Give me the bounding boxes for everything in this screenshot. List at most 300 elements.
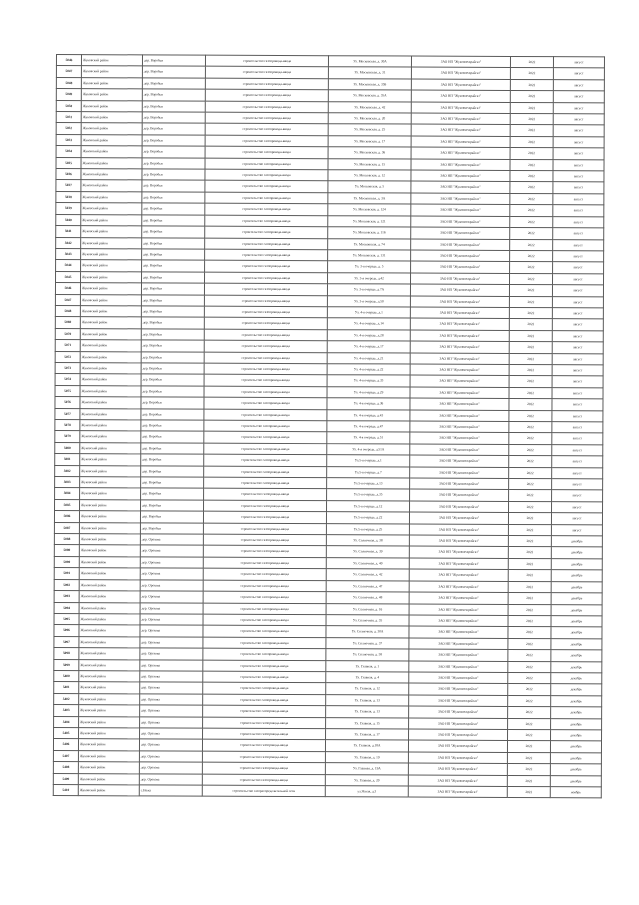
row-number: 5405 (54, 727, 79, 739)
organization-cell: ЗАО НП "Жуковмежрайгаз" (410, 307, 509, 319)
month-cell: август (552, 467, 603, 479)
month-cell: август (552, 456, 603, 468)
year-cell: 2022 (509, 410, 552, 422)
village-cell: дер. Орехова (139, 773, 202, 785)
row-number: 5081 (55, 454, 80, 466)
year-cell: 2022 (509, 387, 552, 399)
district-cell: Жуковский район (79, 591, 140, 603)
month-cell: август (552, 273, 603, 285)
district-cell: Жуковский район (79, 716, 140, 728)
organization-cell: ЗАО НП "Жуковмежрайгаз" (411, 204, 510, 216)
month-cell: август (553, 125, 604, 137)
organization-cell: ЗАО НП "Жуковмежрайгаз" (409, 569, 508, 581)
year-cell: 2022 (508, 615, 551, 627)
organization-cell: ЗАО НП "Жуковмежрайгаз" (409, 535, 508, 547)
organization-cell: ЗАО НП "Жуковмежрайгаз" (410, 318, 509, 330)
row-number: 5037 (56, 180, 81, 192)
organization-cell: ЗАО НП "Жуковмежрайгаз" (409, 615, 508, 627)
address-cell: Ул.5-я очередь, д.1 (327, 455, 410, 467)
district-cell: Жуковский район (81, 203, 142, 215)
district-cell: Жуковский район (81, 169, 142, 181)
year-cell: 2022 (508, 718, 551, 730)
district-cell: Жуковский район (81, 191, 142, 203)
organization-cell: ЗАО НП "Жуковмежрайгаз" (411, 239, 510, 251)
table-row (53, 784, 601, 798)
address-cell: Ул. Солнечная, д. 39 (326, 546, 409, 558)
work-type-cell: строительство газопровода-ввода (205, 169, 328, 181)
district-cell: Жуковский район (81, 237, 142, 249)
year-cell: 2022 (508, 684, 551, 696)
row-number: 5035 (56, 157, 81, 169)
address-cell: Ул. 4-я очередь, д.51А (327, 443, 410, 455)
year-cell: 2022 (509, 467, 552, 479)
address-cell: Ул. 4-я очередь, д.36 (327, 398, 410, 410)
address-cell: Ул. Солнечная, д. 42 (326, 569, 409, 581)
row-number: 5036 (56, 169, 81, 181)
work-type-cell: строительство газопровода-ввода (204, 306, 327, 318)
organization-cell: ЗАО НП "Жуковмежрайгаз" (409, 649, 508, 661)
work-type-cell: строительство газопровода-ввода (205, 238, 328, 250)
work-type-cell: строительство газопровода-ввода (204, 454, 327, 466)
month-cell: август (553, 159, 604, 171)
address-cell: Ул. Солнечная, д. 35 (326, 615, 409, 627)
month-cell: август (552, 319, 603, 331)
month-cell: декабрь (551, 547, 602, 559)
district-cell: Жуковский район (81, 66, 142, 78)
month-cell: август (552, 387, 603, 399)
organization-cell: ЗАО НП "Жуковмежрайгаз" (410, 296, 509, 308)
row-number: 5095 (54, 613, 79, 625)
district-cell: Жуковский район (79, 636, 140, 648)
register-table-body (53, 55, 604, 799)
work-type-cell: строительство газопровода-ввода (202, 774, 325, 786)
year-cell: 2022 (508, 638, 551, 650)
address-cell: Ул. Московская, д. 121 (328, 215, 411, 227)
address-cell: Ул. 3-я очередь, д.7А (327, 284, 410, 296)
organization-cell: ЗАО НП "Жуковмежрайгаз" (411, 193, 510, 205)
organization-cell: ЗАО НП "Жуковмежрайгаз" (411, 56, 510, 68)
month-cell: декабрь (551, 593, 602, 605)
year-cell: 2022 (509, 490, 552, 502)
row-number: 5093 (54, 591, 79, 603)
district-cell: Жуковский район (80, 283, 141, 295)
year-cell: 2022 (510, 262, 553, 274)
district-cell: Жуковский район (79, 522, 140, 534)
district-cell: Жуковский район (79, 511, 140, 523)
row-number: 5094 (54, 602, 79, 614)
address-cell: Ул. Солнечная, д. 47 (326, 580, 409, 592)
village-cell: дер. Воробьи (141, 500, 204, 512)
district-cell: Жуковский район (80, 397, 141, 409)
year-cell: 2022 (510, 102, 553, 114)
work-type-cell: строительство газопровода-ввода (203, 705, 326, 717)
year-cell: 2022 (508, 650, 551, 662)
month-cell: август (553, 57, 604, 69)
row-number: 5091 (54, 568, 79, 580)
month-cell: декабрь (551, 695, 602, 707)
district-cell: Жуковский район (79, 728, 140, 740)
organization-cell: ЗАО НП "Жуковмежрайгаз" (411, 261, 510, 273)
village-cell: дер. Воробьи (141, 477, 204, 489)
row-number: 5077 (55, 408, 80, 420)
work-type-cell: строительство газопровода-ввода (205, 215, 328, 227)
organization-cell: ЗАО НП "Жуковмежрайгаз" (411, 216, 510, 228)
work-type-cell: строительство газопровода-ввода (204, 443, 327, 455)
year-cell: 2022 (507, 775, 550, 787)
year-cell: 2022 (509, 319, 552, 331)
year-cell: 2022 (508, 547, 551, 559)
district-cell: Жуковский район (80, 317, 141, 329)
work-type-cell: строительство газопровода-ввода (203, 546, 326, 558)
organization-cell: ЗАО НП "Жуковмежрайгаз" (410, 501, 509, 513)
address-cell: Ул. Московская, д. 3А (328, 193, 411, 205)
village-cell: дер. Воробьи (142, 203, 205, 215)
organization-cell: ЗАО НП "Жуковмежрайгаз" (408, 775, 507, 787)
district-cell: Жуковский район (80, 420, 141, 432)
organization-cell: ЗАО НП "Жуковмежрайгаз" (410, 375, 509, 387)
row-number: 5050 (56, 100, 81, 112)
district-cell: Жуковский район (80, 374, 141, 386)
village-cell: дер. Орехова (139, 762, 202, 774)
month-cell: август (553, 102, 604, 114)
month-cell: август (552, 410, 603, 422)
year-cell: 2022 (509, 479, 552, 491)
year-cell: 2022 (509, 421, 552, 433)
district-cell: Жуковский район (81, 180, 142, 192)
row-number: 5087 (54, 522, 79, 534)
row-number: 5099 (54, 659, 79, 671)
district-cell: Жуковский район (80, 351, 141, 363)
work-type-cell: строительство газопровода-ввода (204, 432, 327, 444)
address-cell: Ул. 4-я очередь, д.1 (327, 307, 410, 319)
district-cell: Жуковский район (78, 750, 139, 762)
row-number: 5031 (56, 112, 81, 124)
work-type-cell: строительство газопровода-ввода (203, 728, 326, 740)
village-cell: дер. Воробьи (141, 294, 204, 306)
row-number: 5409 (53, 773, 78, 785)
row-number: 5043 (56, 248, 81, 260)
village-cell: дер. Воробьи (140, 511, 203, 523)
address-cell: Ул. Московская, д. 131 (328, 250, 411, 262)
address-cell: Ул. Московская, д. 116 (328, 227, 411, 239)
district-cell: Жуковский район (81, 260, 142, 272)
village-cell: дер. Воробьи (141, 465, 204, 477)
district-cell: Жуковский район (79, 659, 140, 671)
work-type-cell: строительство газопровода-ввода (205, 67, 328, 79)
district-cell: Жуковский район (79, 614, 140, 626)
district-cell: Жуковский район (79, 568, 140, 580)
district-cell: Жуковский район (80, 465, 141, 477)
village-cell: дер. Орехова (140, 625, 203, 637)
row-number: 5097 (54, 636, 79, 648)
organization-cell: ЗАО НП "Жуковмежрайгаз" (409, 706, 508, 718)
work-type-cell: строительство газопровода-ввода (203, 682, 326, 694)
address-cell: Ул. Солнечная, д. 40 (326, 558, 409, 570)
village-cell: дер. Орехова (140, 637, 203, 649)
month-cell: декабрь (551, 627, 602, 639)
address-cell: Ул. 4-я очередь, д.51 (327, 432, 410, 444)
address-cell: Ул. Московская, д. 12 (328, 170, 411, 182)
address-cell: Ул. Главная, д. 17 (326, 729, 409, 741)
address-cell: Ул. Главная, д. 19А (325, 763, 408, 775)
district-cell: Жуковский район (80, 454, 141, 466)
month-cell: декабрь (551, 638, 602, 650)
row-number: 5400 (54, 670, 79, 682)
organization-cell: ЗАО НП "Жуковмежрайгаз" (411, 147, 510, 159)
work-type-cell: строительство газораспределительной сети (202, 785, 325, 797)
year-cell: 2022 (509, 456, 552, 468)
work-type-cell: строительство газопровода-ввода (202, 762, 325, 774)
work-type-cell: строительство газопровода-ввода (205, 55, 328, 67)
village-cell: дер. Воробьи (142, 180, 205, 192)
organization-cell: ЗАО НП "Жуковмежрайгаз" (410, 444, 509, 456)
district-cell: Жуковский район (80, 477, 141, 489)
district-cell: Жуковский район (79, 648, 140, 660)
work-type-cell: строительство газопровода-ввода (204, 409, 327, 421)
year-cell: 2022 (510, 148, 553, 160)
row-number: 5080 (55, 442, 80, 454)
work-type-cell: строительство газопровода-ввода (203, 660, 326, 672)
year-cell: 2022 (507, 764, 550, 776)
month-cell: август (553, 239, 604, 251)
month-cell: август (553, 79, 604, 91)
work-type-cell: строительство газопровода-ввода (204, 466, 327, 478)
organization-cell: ЗАО НП "Жуковмежрайгаз" (409, 695, 508, 707)
village-cell: дер. Орехова (139, 751, 202, 763)
row-number: 5070 (55, 328, 80, 340)
village-cell: с.Нежа (139, 785, 202, 797)
month-cell: август (551, 524, 602, 536)
district-cell: Жуковский район (81, 214, 142, 226)
row-number: 5034 (56, 146, 81, 158)
village-cell: дер. Воробьи (142, 66, 205, 78)
organization-cell: ЗАО НП "Жуковмежрайгаз" (410, 478, 509, 490)
organization-cell: ЗАО НП "Жуковмежрайгаз" (410, 421, 509, 433)
month-cell: август (552, 376, 603, 388)
work-type-cell: строительство газопровода-ввода (205, 260, 328, 272)
district-cell: Жуковский район (79, 556, 140, 568)
district-cell: Жуковский район (81, 112, 142, 124)
district-cell: Жуковский район (81, 77, 142, 89)
work-type-cell: строительство газопровода-ввода (205, 226, 328, 238)
village-cell: дер. Воробьи (142, 89, 205, 101)
month-cell: декабрь (550, 764, 601, 776)
organization-cell: ЗАО НП "Жуковмежрайгаз" (411, 113, 510, 125)
district-cell: Жуковский район (81, 226, 142, 238)
district-cell: Жуковский район (80, 363, 141, 375)
village-cell: дер. Орехова (140, 728, 203, 740)
work-type-cell: строительство газопровода-ввода (204, 363, 327, 375)
month-cell: август (553, 194, 604, 206)
village-cell: дер. Воробьи (142, 169, 205, 181)
work-type-cell: строительство газопровода-ввода (204, 477, 327, 489)
row-number: 5033 (56, 134, 81, 146)
year-cell: 2022 (508, 581, 551, 593)
work-type-cell: строительство газопровода-ввода (205, 124, 328, 136)
work-type-cell: строительство газопровода-ввода (203, 625, 326, 637)
village-cell: дер. Воробьи (142, 123, 205, 135)
village-cell: дер. Орехова (140, 580, 203, 592)
organization-cell: ЗАО НП "Жуковмежрайгаз" (409, 604, 508, 616)
year-cell: 2022 (508, 695, 551, 707)
row-number: 5073 (55, 362, 80, 374)
year-cell: 2022 (510, 205, 553, 217)
district-cell: Жуковский район (80, 431, 141, 443)
gasification-register-table (53, 54, 605, 799)
work-type-cell: строительство газопровода-ввода (203, 591, 326, 603)
village-cell: дер. Воробьи (142, 135, 205, 147)
village-cell: дер. Воробьи (141, 431, 204, 443)
district-cell: Жуковский район (81, 134, 142, 146)
year-cell: 2022 (510, 171, 553, 183)
work-type-cell: строительство газопровода-ввода (204, 340, 327, 352)
village-cell: дер. Орехова (140, 534, 203, 546)
month-cell: август (553, 91, 604, 103)
year-cell: 2022 (507, 786, 550, 798)
address-cell: Ул. Московская, д. 36 (328, 147, 411, 159)
address-cell: Ул. Солнечная, д. 30А (326, 626, 409, 638)
row-number: 5071 (55, 340, 80, 352)
work-type-cell: строительство газопровода-ввода (203, 694, 326, 706)
work-type-cell: строительство газопровода-ввода (203, 648, 326, 660)
row-number: 5098 (54, 648, 79, 660)
row-number: 5078 (55, 419, 80, 431)
village-cell: дер. Орехова (140, 716, 203, 728)
row-number: 5045 (56, 271, 81, 283)
address-cell: Ул. Солнечная, д. 48 (326, 592, 409, 604)
address-cell: Ул.5-я очередь, д.7 (327, 466, 410, 478)
organization-cell: ЗАО НП "Жуковмежрайгаз" (410, 387, 509, 399)
work-type-cell: строительство газопровода-ввода (205, 203, 328, 215)
year-cell: 2022 (509, 376, 552, 388)
work-type-cell: строительство газопровода-ввода (204, 489, 327, 501)
village-cell: дер. Орехова (140, 568, 203, 580)
organization-cell: ЗАО НП "Жуковмежрайгаз" (409, 729, 508, 741)
district-cell: Жуковский район (81, 146, 142, 158)
year-cell: 2022 (509, 353, 552, 365)
month-cell: август (552, 433, 603, 445)
district-cell: Жуковский район (78, 762, 139, 774)
district-cell: Жуковский район (79, 625, 140, 637)
village-cell: дер. Орехова (140, 682, 203, 694)
month-cell: декабрь (550, 741, 601, 753)
organization-cell: ЗАО НП "Жуковмежрайгаз" (408, 763, 507, 775)
month-cell: декабрь (551, 673, 602, 685)
organization-cell: ЗАО НП "Жуковмежрайгаз" (408, 752, 507, 764)
village-cell: дер. Воробьи (141, 408, 204, 420)
year-cell: 2022 (510, 216, 553, 228)
organization-cell: ЗАО НП "Жуковмежрайгаз" (409, 672, 508, 684)
row-number: 5410 (53, 784, 78, 796)
organization-cell: ЗАО НП "Жуковмежрайгаз" (409, 592, 508, 604)
month-cell: август (553, 251, 604, 263)
district-cell: Жуковский район (79, 545, 140, 557)
village-cell: дер. Воробьи (141, 386, 204, 398)
organization-cell: ЗАО НП "Жуковмежрайгаз" (410, 364, 509, 376)
year-cell: 2022 (510, 125, 553, 137)
organization-cell: ЗАО НП "Жуковмежрайгаз" (411, 124, 510, 136)
month-cell: август (553, 262, 604, 274)
organization-cell: ЗАО НП "Жуковмежрайгаз" (409, 524, 508, 536)
district-cell: Жуковский район (81, 55, 142, 67)
month-cell: август (552, 399, 603, 411)
district-cell: Жуковский район (80, 442, 141, 454)
month-cell: декабрь (551, 730, 602, 742)
work-type-cell: строительство газопровода-ввода (203, 717, 326, 729)
row-number: 5041 (56, 226, 81, 238)
work-type-cell: строительство газопровода-ввода (204, 386, 327, 398)
month-cell: декабрь (551, 559, 602, 571)
month-cell: август (553, 148, 604, 160)
row-number: 5049 (56, 89, 81, 101)
work-type-cell: строительство газопровода-ввода (203, 568, 326, 580)
month-cell: август (553, 68, 604, 80)
row-number: 5086 (54, 511, 79, 523)
work-type-cell: строительство газопровода-ввода (205, 78, 328, 90)
district-cell: Жуковский район (78, 785, 139, 797)
address-cell: Ул. 3-я очередь, д.50 (327, 295, 410, 307)
district-cell: Жуковский район (80, 328, 141, 340)
row-number: 5082 (55, 465, 80, 477)
month-cell: декабрь (551, 570, 602, 582)
year-cell: 2022 (509, 285, 552, 297)
month-cell: август (551, 513, 602, 525)
village-cell: дер. Воробьи (141, 363, 204, 375)
organization-cell: ЗАО НП "Жуковмежрайгаз" (409, 661, 508, 673)
year-cell: 2022 (508, 672, 551, 684)
year-cell: 2022 (509, 501, 552, 513)
village-cell: дер. Воробьи (142, 192, 205, 204)
village-cell: дер. Орехова (140, 545, 203, 557)
work-type-cell: строительство газопровода-ввода (205, 135, 328, 147)
row-number: 5072 (55, 351, 80, 363)
organization-cell: ЗАО НП "Жуковмежрайгаз" (409, 626, 508, 638)
row-number: 5088 (54, 534, 79, 546)
row-number: 5089 (54, 545, 79, 557)
year-cell: 2022 (509, 330, 552, 342)
row-number: 5076 (55, 397, 80, 409)
month-cell: август (553, 216, 604, 228)
village-cell: дер. Орехова (139, 739, 202, 751)
address-cell: Ул. Главная, д. 12 (326, 683, 409, 695)
village-cell: дер. Воробьи (141, 340, 204, 352)
address-cell: Ул. Главная, д. 13 (326, 694, 409, 706)
organization-cell: ЗАО НП "Жуковмежрайгаз" (411, 182, 510, 194)
work-type-cell: строительство газопровода-ввода (202, 740, 325, 752)
district-cell: Жуковский район (80, 499, 141, 511)
year-cell: 2022 (509, 342, 552, 354)
work-type-cell: строительство газопровода-ввода (204, 375, 327, 387)
row-number: 5046 (55, 283, 80, 295)
year-cell: 2022 (510, 114, 553, 126)
village-cell: дер. Воробьи (141, 306, 204, 318)
address-cell: Ул. 4-я очередь, д.29 (327, 386, 410, 398)
organization-cell: ЗАО НП "Жуковмежрайгаз" (409, 581, 508, 593)
organization-cell: ЗАО НП "Жуковмежрайгаз" (411, 79, 510, 91)
row-number: 5048 (56, 77, 81, 89)
village-cell: дер. Орехова (140, 648, 203, 660)
row-number: 5075 (55, 385, 80, 397)
organization-cell: ЗАО НП "Жуковмежрайгаз" (409, 718, 508, 730)
row-number: 5074 (55, 374, 80, 386)
village-cell: дер. Воробьи (141, 454, 204, 466)
organization-cell: ЗАО НП "Жуковмежрайгаз" (409, 638, 508, 650)
row-number: 5402 (54, 693, 79, 705)
address-cell: Ул. 3-я очередь, д. 5 (328, 261, 411, 273)
village-cell: дер. Воробьи (142, 226, 205, 238)
year-cell: 2022 (508, 707, 551, 719)
village-cell: дер. Воробьи (142, 260, 205, 272)
